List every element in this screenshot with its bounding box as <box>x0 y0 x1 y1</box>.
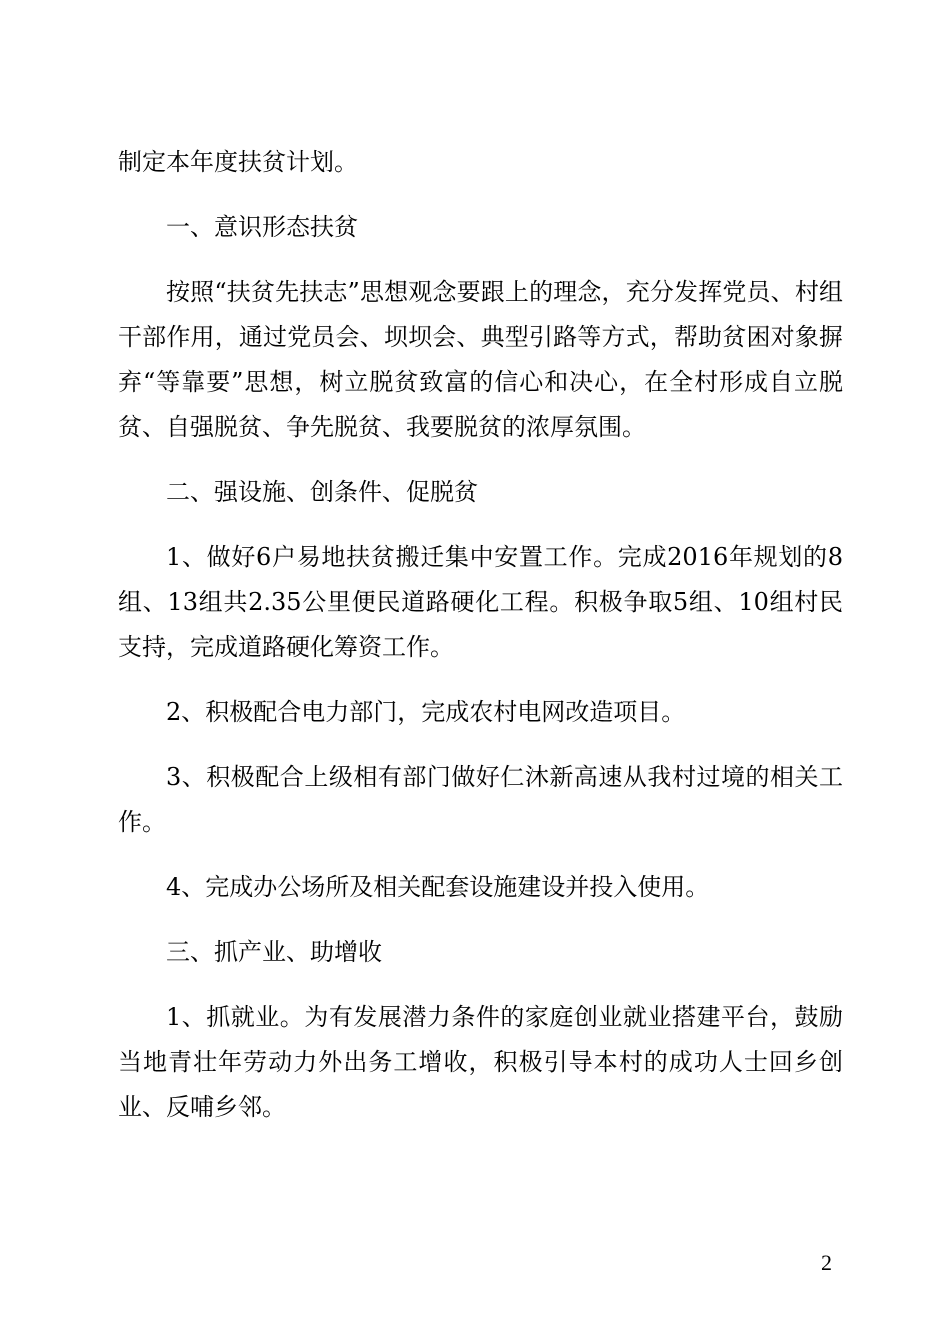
paragraph-ideology: 按照“扶贫先扶志”思想观念要跟上的理念，充分发挥党员、村组干部作用，通过党员会、坝坝会、典型引路等方式，帮助贫困对象摒弃“等靠要”思想，树立脱贫致富的信心和决心，在全村形成自立脱贫、自强脱贫、争先脱贫、我要脱贫的浓厚氛围。 <box>118 278 843 441</box>
list-item-2-1: 1、做好6户易地扶贫搬迁集中安置工作。完成2016年规划的8组、13组共2.35公里便民道路硬化工程。积极争取5组、10组村民支持，完成道路硬化筹资工作。 <box>118 543 843 661</box>
paragraph-continuation: 制定本年度扶贫计划。 <box>118 148 358 176</box>
list-item-3-1: 1、抓就业。为有发展潜力条件的家庭创业就业搭建平台，鼓励当地青壮年劳动力外出务工增收，积极引导本村的成功人士回乡创业、反哺乡邻。 <box>118 1003 843 1121</box>
section-heading-2: 二、强设施、创条件、促脱贫 <box>166 478 478 506</box>
list-item-2-2: 2、积极配合电力部门，完成农村电网改造项目。 <box>166 698 686 726</box>
list-item-2-4: 4、完成办公场所及相关配套设施建设并投入使用。 <box>166 873 710 901</box>
page-number: 2 <box>821 1250 832 1275</box>
document-body <box>118 140 843 1150</box>
list-item-2-3: 3、积极配合上级相有部门做好仁沐新高速从我村过境的相关工作。 <box>118 763 843 836</box>
section-heading-1: 一、意识形态扶贫 <box>166 213 358 241</box>
section-heading-3: 三、抓产业、助增收 <box>166 938 382 966</box>
